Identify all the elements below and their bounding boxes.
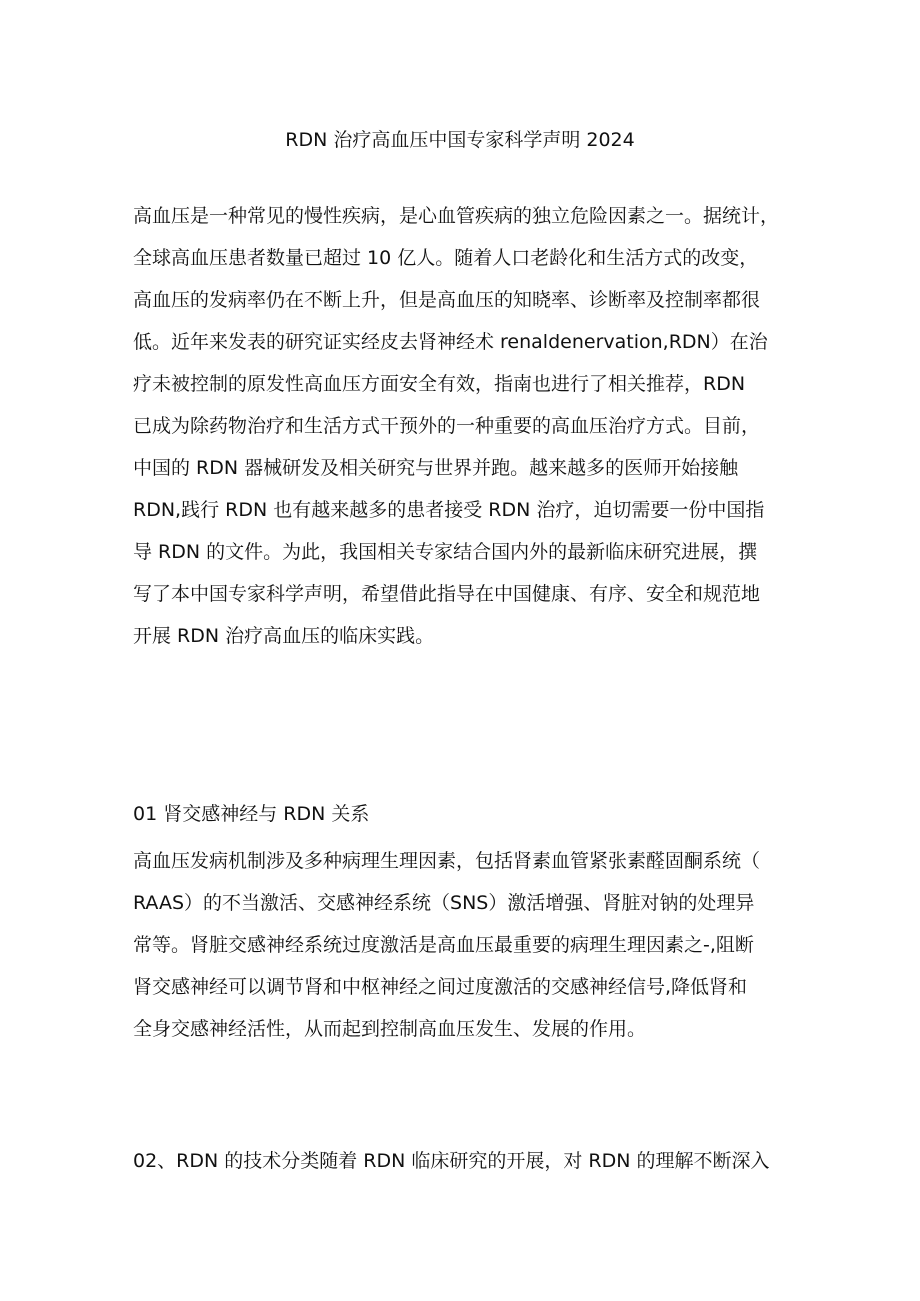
- paragraph-line: 疗未被控制的原发性高血压方面安全有效，指南也进行了相关推荐，RDN: [133, 373, 746, 395]
- paragraph-line: 中国的 RDN 器械研发及相关研究与世界并跑。越来越多的医师开始接触: [133, 457, 739, 479]
- section-1-heading: 01 肾交感神经与 RDN 关系: [133, 803, 370, 825]
- paragraph-line: 已成为除药物治疗和生活方式干预外的一种重要的高血压治疗方式。目前，: [133, 415, 761, 437]
- paragraph-line: 写了本中国专家科学声明，希望借此指导在中国健康、有序、安全和规范地: [133, 583, 761, 605]
- paragraph-line: 开展 RDN 治疗高血压的临床实践。: [133, 625, 435, 647]
- paragraph-line: 导 RDN 的文件。为此，我国相关专家结合国内外的最新临床研究进展，撰: [133, 541, 758, 563]
- paragraph-line: 高血压是一种常见的慢性疾病，是心血管疾病的独立危险因素之一。据统计，: [133, 205, 780, 227]
- paragraph-line: 肾交感神经可以调节肾和中枢神经之间过度激活的交感神经信号,降低肾和: [133, 976, 748, 998]
- intro-paragraph: [133, 195, 805, 657]
- paragraph-line: RAAS）的不当激活、交感神经系统（SNS）激活增强、肾脏对钠的处理异: [133, 892, 755, 914]
- paragraph-line: 低。近年来发表的研究证实经皮去肾神经术 renaldenervation,RDN）在治: [133, 331, 768, 353]
- section-2-heading: 02、RDN 的技术分类随着 RDN 临床研究的开展，对 RDN 的理解不断深入: [133, 1150, 770, 1172]
- paragraph-line: 全身交感神经活性，从而起到控制高血压发生、发展的作用。: [133, 1018, 647, 1040]
- section-1-paragraph: [133, 840, 805, 1050]
- paragraph-line: 高血压发病机制涉及多种病理生理因素，包括肾素血管紧张素醛固酮系统（: [133, 850, 761, 872]
- document-title: RDN 治疗高血压中国专家科学声明 2024: [285, 129, 635, 151]
- paragraph-line: 常等。肾脏交感神经系统过度激活是高血压最重要的病理生理因素之-,阻断: [133, 934, 754, 956]
- paragraph-line: 全球高血压患者数量已超过 10 亿人。随着人口老龄化和生活方式的改变，: [133, 247, 759, 269]
- paragraph-line: 高血压的发病率仍在不断上升，但是高血压的知晓率、诊断率及控制率都很: [133, 289, 761, 311]
- paragraph-line: RDN,践行 RDN 也有越来越多的患者接受 RDN 治疗，迫切需要一份中国指: [133, 499, 765, 521]
